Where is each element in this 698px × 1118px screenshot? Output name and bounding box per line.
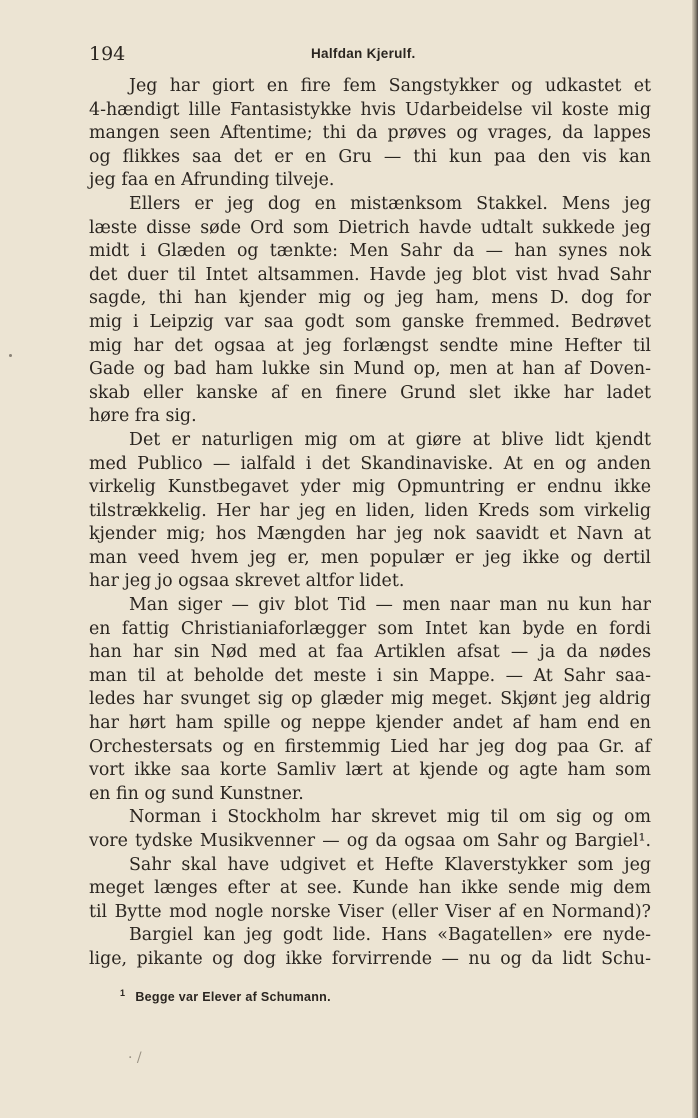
text-line: kjender mig; hos Mængden har jeg nok saavidt et Navn at	[89, 524, 651, 545]
stray-mark: · /	[128, 1050, 142, 1066]
text-line: meget længes efter at see. Kunde han ikke sende mig dem	[89, 878, 651, 899]
text-line: har jeg jo ogsaa skrevet altfor lidet.	[89, 571, 405, 592]
page-number: 194	[89, 43, 126, 65]
text-line: til Bytte mod nogle norske Viser (eller Viser af en Normand)?	[89, 901, 651, 922]
text-line: vort ikke saa korte Samliv lært at kjende og agte ham som	[89, 760, 651, 781]
text-line: det duer til Intet altsammen. Havde jeg blot vist hvad Sahr	[89, 264, 651, 285]
footnote-marker: 1	[120, 988, 126, 998]
text-line: ledes har svunget sig op glæder mig meget. Skjønt jeg aldrig	[89, 689, 651, 710]
text-line: Det er naturligen mig om at giøre at blive lidt kjendt	[129, 429, 651, 450]
text-line: jeg faa en Afrunding tilveje.	[89, 170, 335, 191]
text-line: han har sin Nød med at faa Artiklen afsat — ja da nødes	[89, 642, 651, 663]
text-line: Sahr skal have udgivet et Hefte Klaverstykker som jeg	[129, 854, 651, 875]
text-line: Ellers er jeg dog en mistænksom Stakkel. Mens jeg	[129, 193, 651, 214]
running-title: Halfdan Kjerulf.	[311, 46, 416, 61]
text-line: har hørt ham spille og neppe kjender andet af ham end en	[89, 713, 651, 734]
text-line: man veed hvem jeg er, men populær er jeg ikke og dertil	[89, 547, 651, 568]
text-line: en fattig Christianiaforlægger som Intet kan byde en fordi	[89, 618, 651, 639]
text-line: 4-hændigt lille Fantasistykke hvis Udarbeidelse vil koste mig	[89, 99, 651, 120]
text-line: man til at beholde det meste i sin Mappe. — At Sahr saa-	[89, 665, 651, 686]
footnote-text: Begge var Elever af Schumann.	[135, 990, 331, 1005]
text-line: Orchestersats og en firstemmig Lied har jeg dog paa Gr. af	[89, 736, 651, 757]
text-line: lige, pikante og dog ikke forvirrende — nu og da lidt Schu-	[89, 948, 651, 969]
page-edge-shadow	[692, 0, 698, 1118]
text-line: med Publico — ialfald i det Skandinaviske. At en og anden	[89, 453, 651, 474]
text-line: mig i Leipzig var saa godt som ganske fremmed. Bedrøvet	[89, 311, 651, 332]
text-line: Man siger — giv blot Tid — men naar man nu kun har	[129, 595, 651, 616]
footnote	[120, 988, 331, 1004]
text-line: midt i Glæden og tænkte: Men Sahr da — han synes nok	[89, 241, 651, 262]
margin-speck	[9, 354, 12, 357]
text-line: og flikkes saa det er en Gru — thi kun paa den vis kan	[89, 146, 651, 167]
text-line: tilstrækkelig. Her har jeg en liden, liden Kreds som virkelig	[89, 500, 651, 521]
page-header	[89, 43, 651, 69]
text-line: Bargiel kan jeg godt lide. Hans «Bagatellen» ere nyde-	[129, 925, 651, 946]
text-line: sagde, thi han kjender mig og jeg ham, mens D. dog for	[89, 288, 651, 309]
text-line: Norman i Stockholm har skrevet mig til om sig og om	[129, 807, 651, 828]
text-line: høre fra sig.	[89, 406, 197, 427]
body-text	[89, 75, 651, 972]
text-line: Jeg har giort en fire fem Sangstykker og udkastet et	[129, 76, 651, 96]
text-line: læste disse søde Ord som Dietrich havde udtalt sukkede jeg	[89, 217, 651, 238]
text-line: mangen seen Aftentime; thi da prøves og vrages, da lappes	[89, 123, 651, 144]
text-line: mig har det ogsaa at jeg forlængst sendte mine Hefter til	[89, 335, 651, 356]
text-line: en fin og sund Kunstner.	[89, 783, 304, 804]
text-line: vore tydske Musikvenner — og da ogsaa om Sahr og Bargiel¹.	[89, 831, 651, 851]
text-line: virkelig Kunstbegavet yder mig Opmuntring er endnu ikke	[89, 477, 651, 498]
text-line: skab eller kanske af en finere Grund slet ikke har ladet	[89, 382, 651, 403]
text-line: Gade og bad ham lukke sin Mund op, men at han af Doven-	[89, 359, 651, 380]
